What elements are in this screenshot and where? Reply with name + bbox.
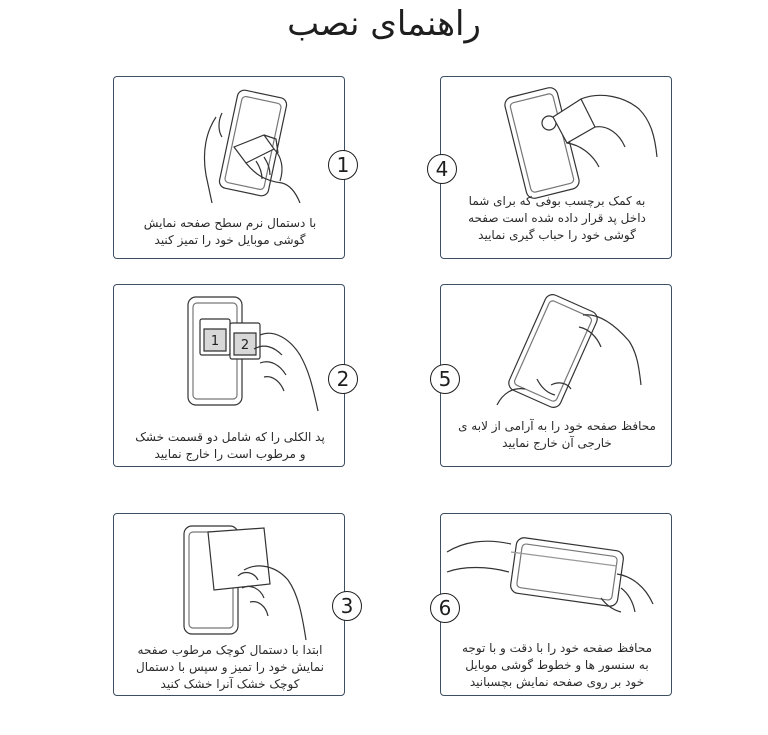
peel-protector-illustration: [441, 285, 673, 415]
step-card-4: [435, 76, 672, 259]
step-card-2: [113, 284, 350, 467]
step-number-3: 3: [332, 591, 362, 621]
step-card-3: [113, 513, 354, 696]
pad-label-2: 2: [240, 338, 250, 353]
apply-protector-illustration: [441, 514, 673, 644]
alcohol-pad-illustration: [114, 285, 346, 415]
step-number-5: 5: [430, 364, 460, 394]
step-3-instructions: ابتدا با دستمال کوچک مرطوب صفحه نمایش خود را تمیز و سپس با دستمال کوچک خشک آنرا خشک کنید: [136, 643, 324, 691]
step-4-instructions: به کمک برچسب بوفی که برای شما داخل پد قرار داده شده است صفحه گوشی خود را حباب گیری نمایید: [468, 194, 646, 242]
step-number-1: 1: [328, 150, 358, 180]
step-6-instructions: محافظ صفحه خود را با دقت و با توجه به سنسور ها و خطوط گوشی موبایل خود بر روی صفحه نمایش بچسبانید: [461, 641, 653, 689]
page-title: راهنمای نصب: [287, 4, 481, 44]
pad-label-1: 1: [210, 334, 220, 349]
step-card-1: [113, 76, 350, 259]
step-number-4: 4: [427, 154, 457, 184]
step-number-6: 6: [430, 593, 460, 623]
step-card-6: [440, 513, 672, 696]
step-1-instructions: با دستمال نرم سطح صفحه نمایش گوشی موبایل خود را تمیز کنید: [143, 216, 317, 247]
step-card-5: [440, 284, 672, 467]
step-number-2: 2: [328, 364, 358, 394]
phone-wipe-illustration: [114, 77, 346, 207]
step-5-instructions: محافظ صفحه خود را به آرامی از لابه ی خارجی آن خارج نمایید: [458, 419, 656, 450]
dust-sticker-illustration: [441, 77, 673, 207]
clean-and-dry-illustration: [114, 514, 346, 644]
step-2-instructions: پد الکلی را که شامل دو قسمت خشک و مرطوب است را خارج نمایید: [135, 430, 325, 461]
